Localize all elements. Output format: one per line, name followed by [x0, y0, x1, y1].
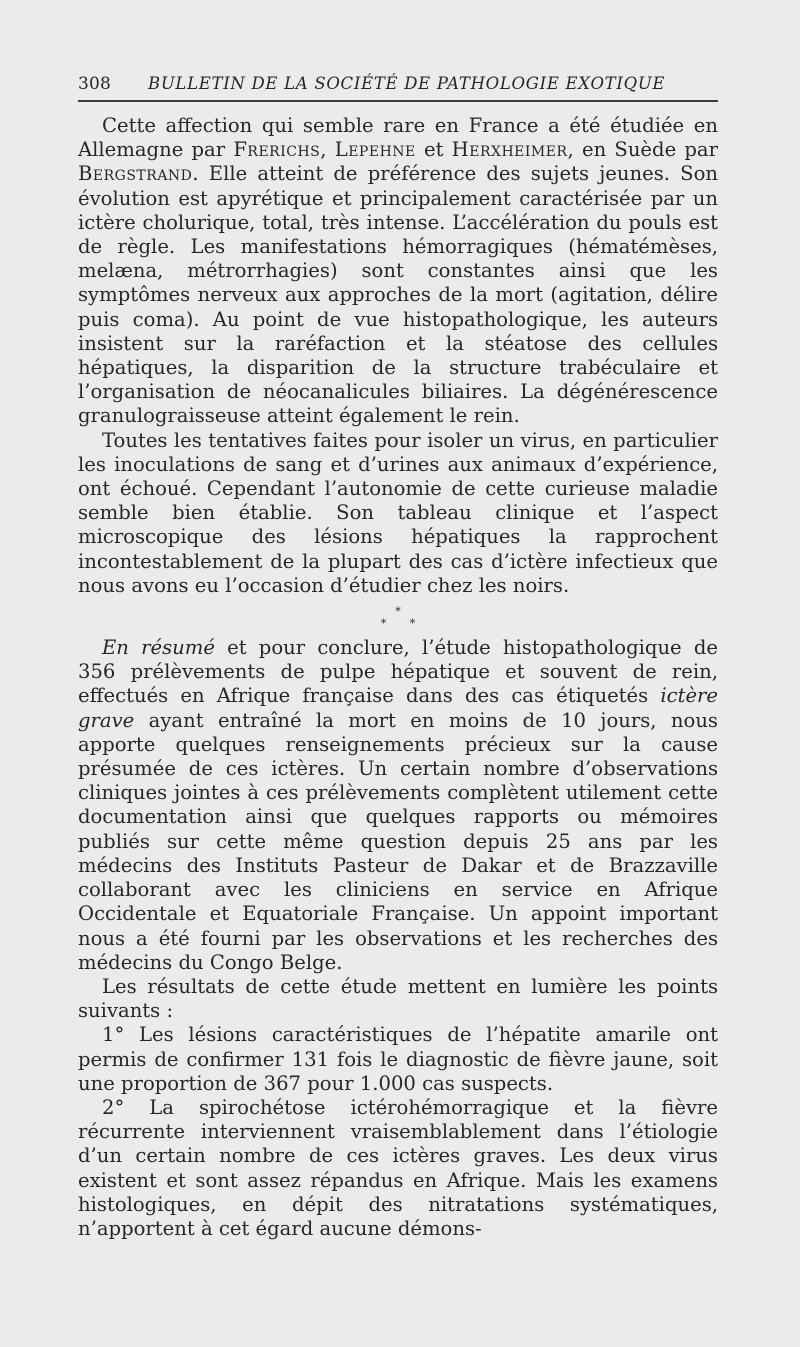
italic-phrase-en-resume: En résumé — [102, 636, 215, 660]
page-number: 308 — [78, 74, 112, 94]
italic-phrase-ictere-grave: ictère grave — [78, 684, 718, 732]
text-run: et pour conclure, l’étude histopathologique de 356 prélèvements de pulpe hépatique et souvent de rein, effectués en Afrique française dans des cas étiquetés — [78, 636, 718, 708]
paragraph-virus-attempts: Toutes les tentatives faites pour isoler un virus, en particulier les inoculations de sang et d’urines aux animaux d’expérience, ont échoué. Cependant l’autonomie de cette curieuse maladie semble bien établie. Son tableau clinique et l’aspect microscopique des lésions hépatiques la rapprochent incontestablement de la plupart des cas d’ictère infectieux que nous avons eu l’occasion d’étudier chez les noirs. — [78, 428, 718, 597]
paragraph-summary — [78, 636, 718, 975]
text-run: Cette affection qui semble rare en France a été étudiée en Allemagne par — [78, 114, 718, 162]
paragraph-results-intro: Les résultats de cette étude mettent en lumière les points suivants : — [78, 974, 718, 1023]
page — [78, 70, 718, 1241]
separator-stars-bottom: * * — [380, 617, 426, 631]
running-title: BULLETIN DE LA SOCIÉTÉ DE PATHOLOGIE EXOTIQUE — [148, 74, 666, 93]
text-run: , en Suède par — [567, 138, 718, 162]
page-header — [78, 70, 718, 102]
section-separator — [78, 606, 718, 630]
author-name-herxheimer: Herxheimer — [451, 138, 568, 162]
paragraph-point-1: 1° Les lésions caractéristiques de l’hépatite amarile ont permis de confirmer 131 fois le diagnostic de fièvre jaune, soit une proportion de 367 pour 1.000 cas suspects. — [78, 1023, 718, 1095]
text-run: . Elle atteint de préférence des sujets jeunes. Son évolution est apyrétique et principalement caractérisée par un ictère cholurique, total, très intense. L’accélération du pouls est de règle. Les manifestations hémorragiques (hématémèses, melæna, métrorrhagies) sont constantes ainsi que les symptômes nerveux aux approches de la mort (agitation, délire puis coma). Au point de vue histopathologique, les auteurs insistent sur la raréfaction et la stéatose des cellules hépatiques, la disparition de la structure trabéculaire et l’organisation de néocanalicules biliaires. La dégénérescence granulograisseuse atteint également le rein. — [78, 162, 718, 428]
paragraph-affection-description — [78, 114, 718, 429]
author-name-lepehne: Lepehne — [334, 138, 416, 162]
separator-star-top: * — [395, 605, 401, 619]
author-name-frerichs: Frerichs — [233, 138, 321, 162]
text-run: , — [320, 138, 335, 162]
text-run: ayant entraîné la mort en moins de 10 jours, nous apporte quelques renseignements précieux sur la cause présumée de ces ictères. Un certain nombre d’observations cliniques jointes à ces prélèvements complètent utilement cette documentation ainsi que quelques rapports ou mémoires publiés sur cette même question depuis 25 ans par les médecins des Instituts Pasteur de Dakar et de Brazzaville collaborant avec les cliniciens en service en Afrique Occidentale et Equatoriale Française. Un appoint important nous a été fourni par les observations et les recherches des médecins du Congo Belge. — [78, 708, 718, 974]
text-run: et — [415, 138, 452, 162]
paragraph-point-2: 2° La spirochétose ictérohémorragique et la fièvre récurrente interviennent vraisemblablement dans l’étiologie d’un certain nombre de ces ictères graves. Les deux virus existent et sont assez répandus en Afrique. Mais les examens histologiques, en dépit des nitratations systématiques, n’apportent à cet égard aucune démons- — [78, 1095, 718, 1240]
author-name-bergstrand: Bergstrand — [78, 162, 193, 186]
